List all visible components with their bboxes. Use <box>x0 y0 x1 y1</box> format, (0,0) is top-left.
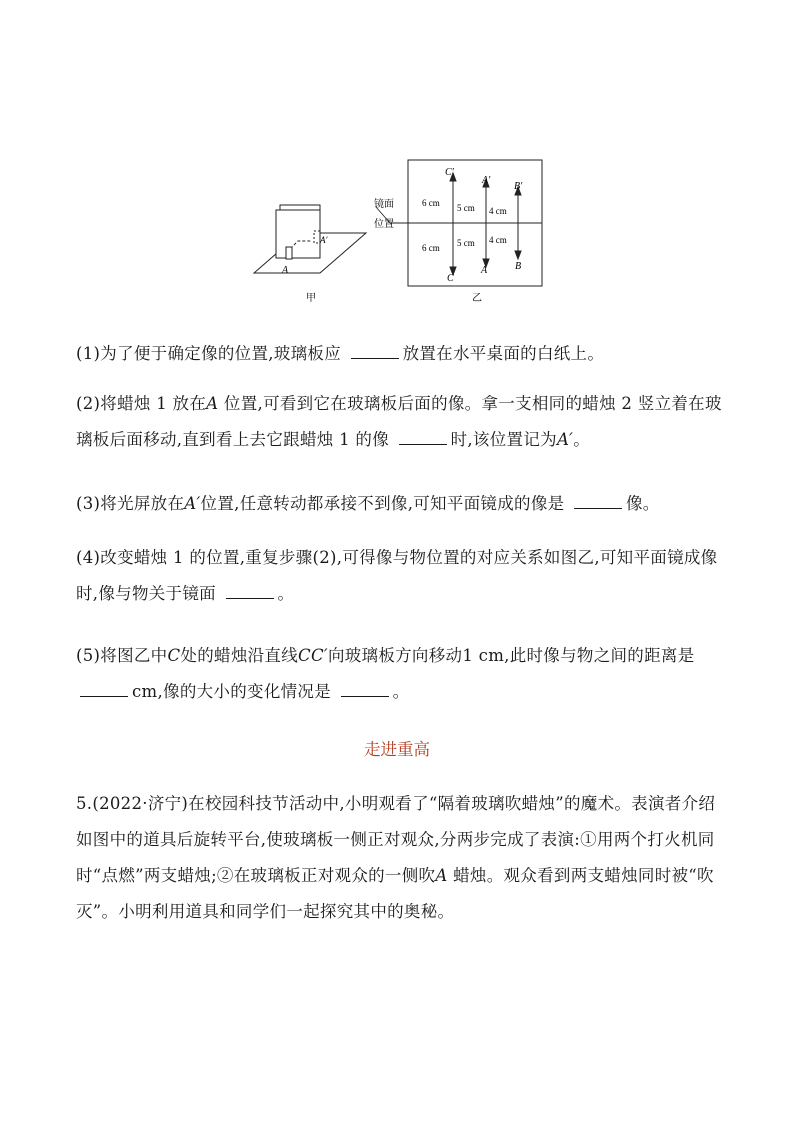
answer-blank-4[interactable] <box>226 584 274 599</box>
experiment-figure <box>240 155 560 315</box>
q2-var-A-prime: A′ <box>556 430 574 449</box>
figure-jia <box>254 205 366 273</box>
point-B: B <box>515 261 522 272</box>
p5-text-a: 5.(2022·济宁)在校园科技节活动中,小明观看了“隔着玻璃吹蜡烛”的魔术。表演者介绍如图中的道具后旋转平台,使玻璃板一侧正对观众,分两步完成了表演:①用两个打火机同时“点燃”两支蜡烛;②在玻璃板正对观众的一侧吹 <box>76 794 716 885</box>
q5-text-e: 。 <box>392 682 410 701</box>
point-C: C <box>447 273 454 284</box>
answer-blank-5a[interactable] <box>80 682 128 697</box>
q2-text-a: (2)将蜡烛 1 放在 <box>76 394 207 413</box>
q2-text-c: 时,该位置记为 <box>450 430 557 449</box>
answer-blank-1[interactable] <box>351 344 399 359</box>
dist-c-upper: 6 cm <box>422 198 440 208</box>
dist-c-lower: 6 cm <box>422 243 440 253</box>
mirror-label-line2: 位置 <box>374 219 394 230</box>
q5-text-b: 处的蜡烛沿直线 <box>180 646 299 665</box>
q5-var-CC-prime: CC′ <box>298 646 328 665</box>
question-2 <box>76 386 726 458</box>
p5-text-b: 蜡烛。观众看到两支蜡烛同时被“吹灭”。小明利用道具和同学们一起探究其中的奥秘。 <box>76 866 714 921</box>
figure-drawing <box>240 155 560 315</box>
point-B-prime: B′ <box>514 181 523 192</box>
q2-var-A: A <box>206 394 219 413</box>
q5-var-C: C <box>167 646 181 665</box>
fig-jia-label-A: A <box>282 265 289 276</box>
q5-text-c: 向玻璃板方向移动1 cm,此时像与物之间的距离是 <box>327 646 695 665</box>
q2-text-d: 。 <box>573 430 591 449</box>
problem-5 <box>76 786 726 930</box>
mirror-label-line1: 镜面 <box>374 199 394 210</box>
q1-text-a: (1)为了便于确定像的位置,玻璃板应 <box>76 344 347 363</box>
p5-var-A: A <box>435 866 448 885</box>
dist-b-lower: 4 cm <box>489 235 507 245</box>
point-A-prime: A′ <box>482 175 491 186</box>
q2-text-b: 位置,可看到它在玻璃板后面的像。拿一支相同的蜡烛 2 竖立着在玻璃板后面移动,直到看上去它跟蜡烛 1 的像 <box>76 394 722 449</box>
q1-text-b: 放置在水平桌面的白纸上。 <box>402 344 605 363</box>
section-title: 走进重高 <box>364 740 430 759</box>
point-A: A <box>481 265 488 276</box>
q3-text-a: (3)将光屏放在 <box>76 494 185 513</box>
q3-var-A-prime: A′ <box>184 494 201 513</box>
fig-yi-caption: 乙 <box>472 293 482 304</box>
question-3 <box>76 486 726 522</box>
q5-text-a: (5)将图乙中 <box>76 646 168 665</box>
answer-blank-5b[interactable] <box>341 682 389 697</box>
fig-jia-label-A-prime: A′ <box>320 235 328 245</box>
q3-text-c: 像。 <box>625 494 660 513</box>
question-4 <box>76 540 726 612</box>
q4-text-b: 。 <box>277 584 295 603</box>
point-C-prime: C′ <box>445 167 454 178</box>
fig-jia-caption: 甲 <box>306 293 316 304</box>
question-5 <box>76 638 726 710</box>
q4-text-a: (4)改变蜡烛 1 的位置,重复步骤(2),可得像与物位置的对应关系如图乙,可知平面镜成像时,像与物关于镜面 <box>76 548 718 603</box>
q3-text-b: 位置,任意转动都承接不到像,可知平面镜成的像是 <box>200 494 570 513</box>
dist-b-upper: 4 cm <box>489 206 507 216</box>
question-1 <box>76 336 726 372</box>
q5-text-d: cm,像的大小的变化情况是 <box>132 682 337 701</box>
answer-blank-2[interactable] <box>399 430 447 445</box>
dist-a-upper: 5 cm <box>457 203 475 213</box>
answer-blank-3[interactable] <box>574 494 622 509</box>
dist-a-lower: 5 cm <box>457 238 475 248</box>
